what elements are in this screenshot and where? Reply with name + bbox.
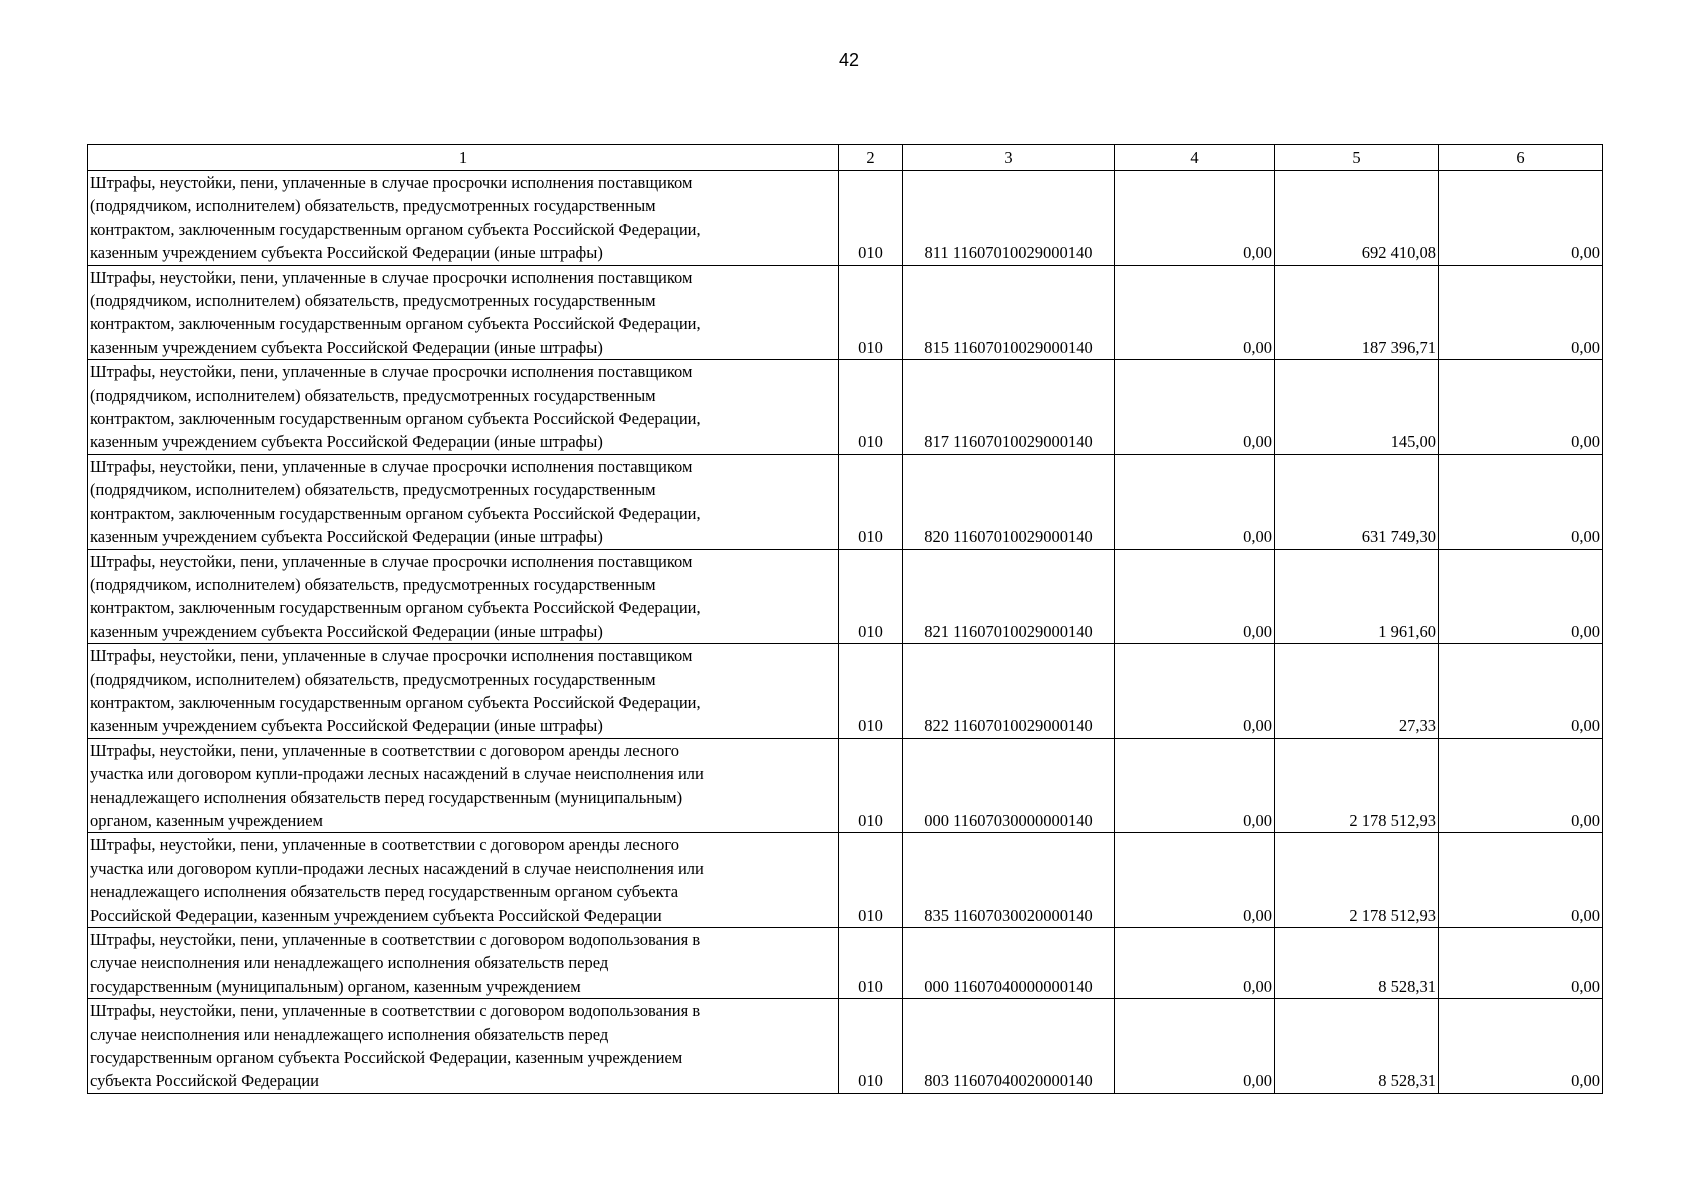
- row-col-4: 0,00: [1115, 265, 1275, 360]
- row-income-code: 817 11607010029000140: [903, 360, 1115, 455]
- row-col-4: 0,00: [1115, 360, 1275, 455]
- description-line: участка или договором купли-продажи лесных насаждений в случае неисполнения или: [90, 858, 704, 878]
- description-line: контрактом, заключенным государственным органом субъекта Российской Федерации,: [90, 409, 701, 429]
- row-col-5: 187 396,71: [1275, 265, 1439, 360]
- description-line: субъекта Российской Федерации: [90, 1071, 320, 1091]
- row-col-6: 0,00: [1439, 454, 1603, 549]
- description-line: Штрафы, неустойки, пени, уплаченные в случае просрочки исполнения поставщиком: [90, 362, 693, 382]
- description-line: случае неисполнения или ненадлежащего исполнения обязательств перед: [90, 1024, 609, 1044]
- page-number: 42: [838, 50, 860, 70]
- row-line-code: 010: [839, 833, 903, 928]
- row-col-6: 0,00: [1439, 265, 1603, 360]
- row-col-5: 145,00: [1275, 360, 1439, 455]
- row-col-5: 8 528,31: [1275, 928, 1439, 999]
- description-line: казенным учреждением субъекта Российской Федерации (иные штрафы): [90, 432, 603, 452]
- row-col-4: 0,00: [1115, 171, 1275, 266]
- row-col-5: 1 961,60: [1275, 549, 1439, 644]
- description-line: государственным (муниципальным) органом, казенным учреждением: [90, 976, 581, 996]
- description-line: Штрафы, неустойки, пени, уплаченные в соответствии с договором аренды лесного: [90, 835, 679, 855]
- description-line: казенным учреждением субъекта Российской Федерации (иные штрафы): [90, 243, 603, 263]
- row-col-6: 0,00: [1439, 171, 1603, 266]
- row-col-4: 0,00: [1115, 928, 1275, 999]
- row-line-code: 010: [839, 928, 903, 999]
- description-line: контрактом, заключенным государственным органом субъекта Российской Федерации,: [90, 692, 701, 712]
- row-col-6: 0,00: [1439, 644, 1603, 739]
- table-row: [88, 738, 1603, 833]
- row-income-code: 821 11607010029000140: [903, 549, 1115, 644]
- row-income-code: 820 11607010029000140: [903, 454, 1115, 549]
- row-col-6: 0,00: [1439, 833, 1603, 928]
- header-col-3: 3: [903, 145, 1115, 171]
- description-line: контрактом, заключенным государственным органом субъекта Российской Федерации,: [90, 503, 701, 523]
- row-line-code: 010: [839, 644, 903, 739]
- row-description: [88, 738, 839, 833]
- row-line-code: 010: [839, 549, 903, 644]
- table-row: [88, 360, 1603, 455]
- row-income-code: 822 11607010029000140: [903, 644, 1115, 739]
- row-line-code: 010: [839, 999, 903, 1094]
- table-row: [88, 549, 1603, 644]
- row-line-code: 010: [839, 454, 903, 549]
- header-col-1: 1: [88, 145, 839, 171]
- header-row: [88, 145, 1603, 171]
- row-col-6: 0,00: [1439, 928, 1603, 999]
- description-line: казенным учреждением субъекта Российской Федерации (иные штрафы): [90, 337, 603, 357]
- description-line: Штрафы, неустойки, пени, уплаченные в случае просрочки исполнения поставщиком: [90, 551, 693, 571]
- row-income-code: 835 11607030020000140: [903, 833, 1115, 928]
- table-row: [88, 999, 1603, 1094]
- description-line: ненадлежащего исполнения обязательств перед государственным (муниципальным): [90, 787, 683, 807]
- row-col-4: 0,00: [1115, 738, 1275, 833]
- table-row: [88, 171, 1603, 266]
- table-row: [88, 833, 1603, 928]
- row-line-code: 010: [839, 738, 903, 833]
- header-col-2: 2: [839, 145, 903, 171]
- report-table: [87, 144, 1603, 1094]
- row-description: [88, 833, 839, 928]
- description-line: Штрафы, неустойки, пени, уплаченные в случае просрочки исполнения поставщиком: [90, 456, 693, 476]
- row-description: [88, 454, 839, 549]
- row-col-4: 0,00: [1115, 999, 1275, 1094]
- table-row: [88, 265, 1603, 360]
- row-income-code: 803 11607040020000140: [903, 999, 1115, 1094]
- row-col-6: 0,00: [1439, 360, 1603, 455]
- row-line-code: 010: [839, 171, 903, 266]
- description-line: случае неисполнения или ненадлежащего исполнения обязательств перед: [90, 953, 609, 973]
- header-col-5: 5: [1275, 145, 1439, 171]
- description-line: органом, казенным учреждением: [90, 810, 323, 830]
- description-line: участка или договором купли-продажи лесных насаждений в случае неисполнения или: [90, 764, 704, 784]
- description-line: (подрядчиком, исполнителем) обязательств, предусмотренных государственным: [90, 574, 656, 594]
- table-row: [88, 454, 1603, 549]
- description-line: (подрядчиком, исполнителем) обязательств, предусмотренных государственным: [90, 196, 656, 216]
- row-description: [88, 549, 839, 644]
- description-line: государственным органом субъекта Российской Федерации, казенным учреждением: [90, 1048, 683, 1068]
- description-line: Штрафы, неустойки, пени, уплаченные в соответствии с договором водопользования в: [90, 1001, 701, 1021]
- description-line: Штрафы, неустойки, пени, уплаченные в случае просрочки исполнения поставщиком: [90, 646, 693, 666]
- row-description: [88, 644, 839, 739]
- header-col-4: 4: [1115, 145, 1275, 171]
- row-description: [88, 999, 839, 1094]
- row-col-4: 0,00: [1115, 833, 1275, 928]
- description-line: казенным учреждением субъекта Российской Федерации (иные штрафы): [90, 716, 603, 736]
- row-col-6: 0,00: [1439, 999, 1603, 1094]
- row-col-5: 692 410,08: [1275, 171, 1439, 266]
- row-col-5: 631 749,30: [1275, 454, 1439, 549]
- description-line: казенным учреждением субъекта Российской Федерации (иные штрафы): [90, 527, 603, 547]
- description-line: Штрафы, неустойки, пени, уплаченные в случае просрочки исполнения поставщиком: [90, 173, 693, 192]
- description-line: (подрядчиком, исполнителем) обязательств, предусмотренных государственным: [90, 291, 656, 311]
- row-col-4: 0,00: [1115, 549, 1275, 644]
- row-col-4: 0,00: [1115, 454, 1275, 549]
- row-col-6: 0,00: [1439, 738, 1603, 833]
- description-line: контрактом, заключенным государственным органом субъекта Российской Федерации,: [90, 219, 701, 239]
- row-col-5: 27,33: [1275, 644, 1439, 739]
- table-row: [88, 928, 1603, 999]
- description-line: (подрядчиком, исполнителем) обязательств, предусмотренных государственным: [90, 669, 656, 689]
- row-col-6: 0,00: [1439, 549, 1603, 644]
- row-income-code: 000 11607030000000140: [903, 738, 1115, 833]
- description-line: казенным учреждением субъекта Российской Федерации (иные штрафы): [90, 621, 603, 641]
- row-income-code: 000 11607040000000140: [903, 928, 1115, 999]
- row-line-code: 010: [839, 265, 903, 360]
- row-col-5: 2 178 512,93: [1275, 833, 1439, 928]
- row-description: [88, 265, 839, 360]
- row-col-5: 8 528,31: [1275, 999, 1439, 1094]
- description-line: Российской Федерации, казенным учреждением субъекта Российской Федерации: [90, 905, 662, 925]
- row-income-code: 811 11607010029000140: [903, 171, 1115, 266]
- row-line-code: 010: [839, 360, 903, 455]
- description-line: (подрядчиком, исполнителем) обязательств, предусмотренных государственным: [90, 385, 656, 405]
- description-line: Штрафы, неустойки, пени, уплаченные в соответствии с договором аренды лесного: [90, 740, 679, 760]
- header-col-6: 6: [1439, 145, 1603, 171]
- table-row: [88, 644, 1603, 739]
- row-description: [88, 171, 839, 266]
- description-line: ненадлежащего исполнения обязательств перед государственным органом субъекта: [90, 882, 679, 902]
- description-line: (подрядчиком, исполнителем) обязательств, предусмотренных государственным: [90, 480, 656, 500]
- row-col-5: 2 178 512,93: [1275, 738, 1439, 833]
- description-line: Штрафы, неустойки, пени, уплаченные в случае просрочки исполнения поставщиком: [90, 267, 693, 287]
- description-line: контрактом, заключенным государственным органом субъекта Российской Федерации,: [90, 314, 701, 334]
- description-line: Штрафы, неустойки, пени, уплаченные в соответствии с договором водопользования в: [90, 930, 701, 949]
- row-description: [88, 928, 839, 999]
- description-line: контрактом, заключенным государственным органом субъекта Российской Федерации,: [90, 598, 701, 618]
- row-description: [88, 360, 839, 455]
- row-col-4: 0,00: [1115, 644, 1275, 739]
- row-income-code: 815 11607010029000140: [903, 265, 1115, 360]
